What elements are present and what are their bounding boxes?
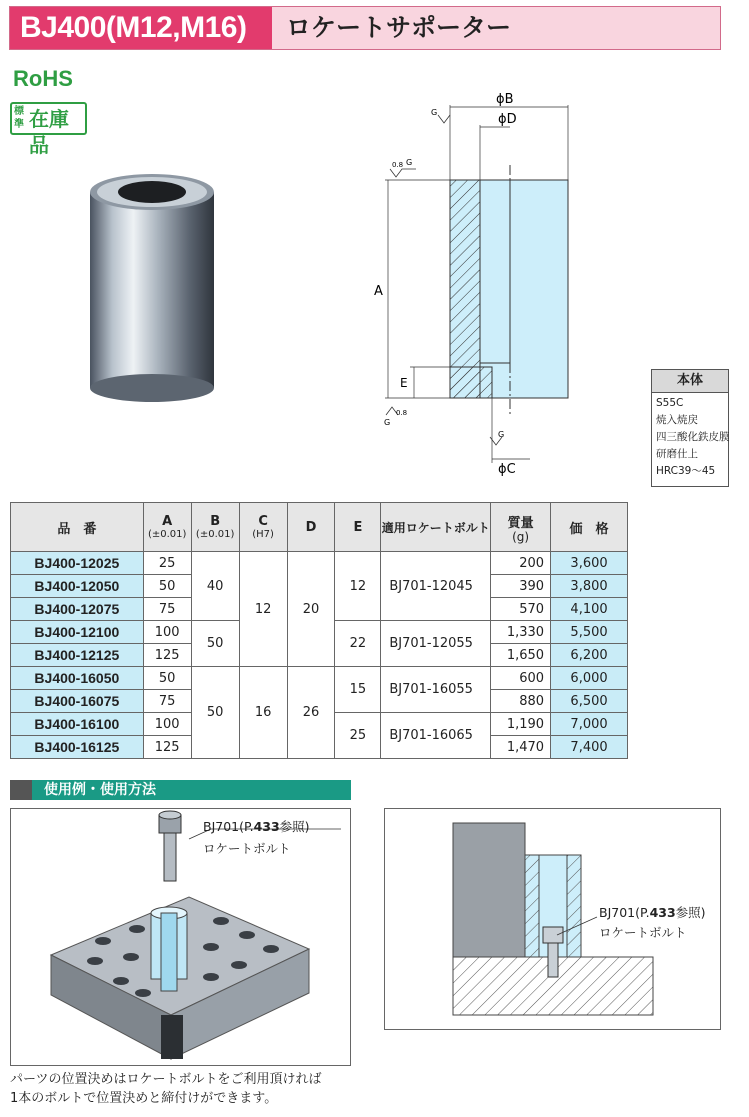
dim-phic: ϕC — [498, 462, 516, 477]
col-e: E — [335, 503, 381, 552]
stock-badge — [10, 102, 87, 157]
col-c: C (H7) — [239, 503, 287, 552]
col-a: A (±0.01) — [143, 503, 191, 552]
bolt-name-label-2: ロケートボルト — [599, 925, 687, 940]
material-line: 研磨仕上 — [656, 448, 698, 460]
bolt-name-label-1: ロケートボルト — [203, 841, 291, 856]
usage-example-2 — [384, 808, 721, 1030]
bolt-ref-label-2: BJ701(P.433参照) — [599, 905, 706, 920]
col-mass: 質量 (g) — [491, 503, 551, 552]
usage-section-header — [10, 780, 351, 800]
table-row: BJ400-16050 50 50 16 26 15 BJ701-16055 600 6,000 — [11, 667, 628, 690]
table-row: BJ400-12025 25 40 12 20 12 BJ701-12045 200 3,600 — [11, 552, 628, 575]
table-row: BJ400-12050 50 390 3,800 — [11, 575, 628, 598]
col-bolt: 適用ロケートボルト — [381, 503, 491, 552]
stock-badge-small: 標準 — [14, 106, 24, 130]
finish-mark-3: G — [384, 418, 391, 427]
table-row: BJ400-16100 100 25 BJ701-16065 1,190 7,000 — [11, 713, 628, 736]
material-line: 四三酸化鉄皮膜 — [656, 431, 730, 443]
col-price: 価 格 — [551, 503, 628, 552]
table-row: BJ400-16125 125 1,470 7,400 — [11, 736, 628, 759]
page-header — [9, 6, 721, 50]
usage-note-1: パーツの位置決めはロケートボルトをご利用頂ければ — [10, 1072, 322, 1087]
finish-mark-1: G — [431, 108, 438, 117]
material-box — [651, 369, 729, 487]
table-header-row — [11, 503, 628, 552]
dim-a: A — [374, 284, 383, 299]
dim-phid: ϕD — [498, 112, 517, 127]
material-header: 本体 — [652, 370, 728, 393]
table-row: BJ400-16075 75 880 6,500 — [11, 690, 628, 713]
finish-mark-4: G — [498, 430, 505, 439]
table-row: BJ400-12075 75 570 4,100 — [11, 598, 628, 621]
col-b: B (±0.01) — [191, 503, 239, 552]
finish-mark-2: G — [406, 158, 413, 167]
table-row: BJ400-12125 125 1,650 6,200 — [11, 644, 628, 667]
bolt-ref-label-1: BJ701(P.433参照) — [203, 819, 310, 834]
usage-title: 使用例・使用方法 — [44, 782, 156, 798]
fixture-plate-illustration — [11, 809, 350, 1065]
usage-header-mark — [10, 780, 32, 800]
product-code: BJ400(M12,M16) — [10, 7, 272, 49]
table-row: BJ400-12100 100 50 22 BJ701-12055 1,330 5,500 — [11, 621, 628, 644]
material-line: HRC39～45 — [656, 465, 716, 477]
rohs-logo: RoHS — [13, 66, 73, 91]
product-title: ロケートサポーター — [286, 13, 512, 42]
dim-phib: ϕB — [496, 92, 514, 107]
finish-ra-3: 0.8 — [396, 409, 408, 417]
col-part: 品 番 — [11, 503, 144, 552]
product-photo — [76, 160, 226, 420]
usage-note-2: 1本のボルトで位置決めと締付けができます。 — [10, 1091, 278, 1106]
dim-e: E — [400, 376, 408, 390]
finish-ra-2: 0.8 — [392, 161, 404, 169]
material-line: 焼入焼戻 — [656, 414, 698, 426]
spec-table — [10, 502, 628, 759]
technical-drawing — [370, 85, 600, 485]
col-d: D — [287, 503, 335, 552]
stock-badge-label: 在庫品 — [29, 107, 69, 157]
material-line: S55C — [656, 397, 684, 409]
usage-example-1 — [10, 808, 351, 1066]
